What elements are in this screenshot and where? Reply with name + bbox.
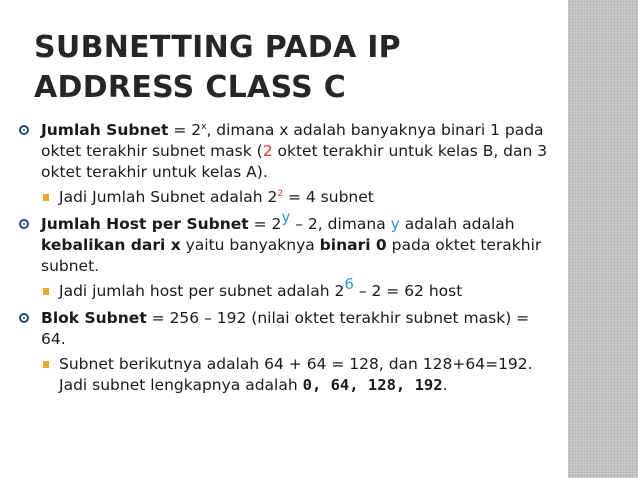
- term-label: Jumlah Subnet: [41, 121, 169, 139]
- exponent: 2: [277, 188, 284, 199]
- decorative-sidebar: [568, 0, 638, 478]
- term-label: Blok Subnet: [41, 309, 147, 327]
- exponent: 6: [344, 275, 354, 293]
- bullet-jumlah-subnet: Jumlah Subnet = $2^x$, dimana x adalah banyaknya binari 1 pada oktet terakhir subnet mask (2 oktet terakhir untuk kelas B, dan 3 oktet terakhir untuk kelas A).: [16, 120, 556, 183]
- circle-bullet-icon: [19, 313, 29, 323]
- circle-bullet-icon: [19, 125, 29, 135]
- sub-bullet-jumlah-subnet: Jadi Jumlah Subnet adalah $2^2 = 4$ subnet: [41, 187, 556, 208]
- term-label: Jumlah Host per Subnet: [41, 215, 249, 233]
- exponent: x: [201, 121, 207, 132]
- exponent: y: [281, 208, 291, 226]
- circle-bullet-icon: [19, 219, 29, 229]
- bullet-jumlah-host: Jumlah Host per Subnet = 2y – 2, dimana y adalah adalah kebalikan dari x yaitu banyaknya binari 0 pada oktet terakhir subnet.: [16, 214, 556, 277]
- slide-title: SUBNETTING PADA IP ADDRESS CLASS C: [34, 30, 401, 105]
- square-bullet-icon: [43, 361, 49, 368]
- slide-content: [16, 120, 556, 402]
- highlight-red: 2: [262, 142, 273, 160]
- square-bullet-icon: [43, 194, 49, 201]
- sub-bullet-blok-subnet: Subnet berikutnya adalah 64 + 64 = 128, dan 128+64=192. Jadi subnet lengkapnya adalah 0, 64, 128, 192.: [41, 354, 556, 396]
- sub-bullet-jumlah-host: Jadi jumlah host per subnet adalah 26 – 2 = 62 host: [41, 281, 556, 302]
- square-bullet-icon: [43, 288, 49, 295]
- highlight-blue: y: [390, 215, 400, 233]
- bullet-blok-subnet: Blok Subnet = 256 – 192 (nilai oktet terakhir subnet mask) = 64.: [16, 308, 556, 350]
